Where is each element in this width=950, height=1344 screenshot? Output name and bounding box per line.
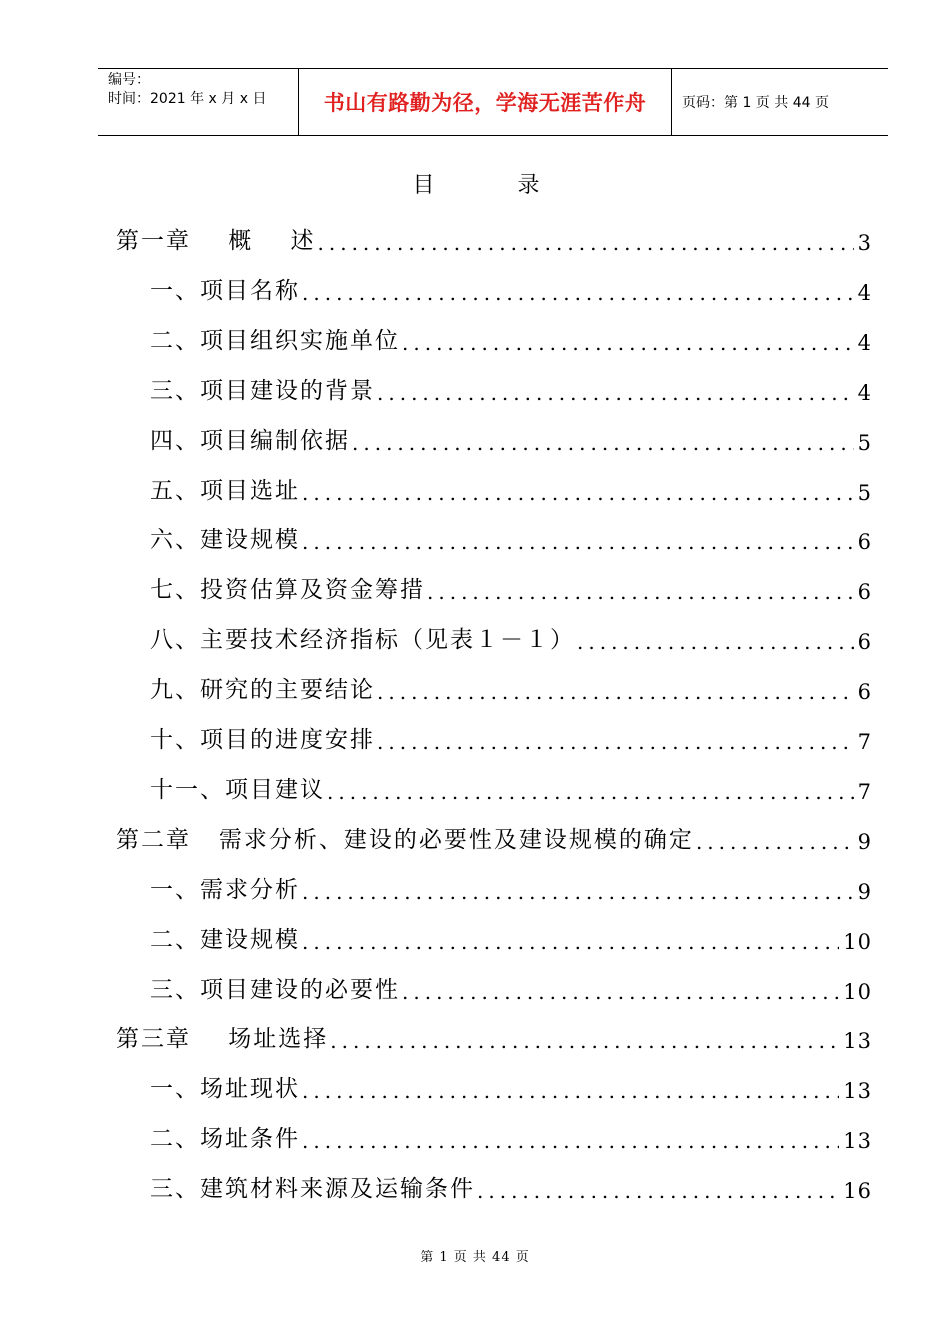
toc-dot-leader	[302, 1129, 839, 1153]
toc-dot-leader	[327, 780, 854, 804]
toc-entry-label: 九、研究的主要结论	[150, 677, 375, 704]
toc-dot-leader	[577, 630, 854, 654]
toc-entry-label: 八、主要技术经济指标（见表１－１）	[150, 627, 575, 654]
toc-dot-leader	[377, 381, 854, 405]
toc-entry-label: 六、建设规模	[150, 527, 300, 554]
toc-section-entry[interactable]	[150, 614, 872, 654]
header-motto: 书山有路勤为径，学海无涯苦作舟	[299, 69, 672, 135]
toc-entry-page-number: 6	[857, 530, 872, 555]
toc-section-entry[interactable]	[150, 664, 872, 704]
toc-entry-page-number: 13	[843, 1129, 872, 1154]
toc-dot-leader	[302, 281, 854, 305]
header-meta	[98, 69, 299, 135]
toc-entry-label: 二、项目组织实施单位	[150, 327, 400, 354]
toc-section-entry[interactable]	[150, 265, 872, 305]
toc-section-entry[interactable]	[150, 1063, 872, 1103]
toc-dot-leader	[302, 530, 854, 554]
toc-entry-page-number: 4	[857, 380, 872, 405]
toc-entry-label: 七、投资估算及资金筹措	[150, 577, 425, 604]
toc-entry-page-number: 16	[843, 1179, 872, 1204]
toc-entry-page-number: 5	[857, 430, 872, 455]
toc-section-entry[interactable]	[150, 465, 872, 505]
toc-section-entry[interactable]	[150, 415, 872, 455]
toc-section-entry[interactable]	[150, 315, 872, 355]
toc-entry-page-number: 9	[857, 829, 872, 854]
toc-section-entry[interactable]	[150, 914, 872, 954]
toc-dot-leader	[330, 1029, 839, 1053]
toc-dot-leader	[477, 1179, 839, 1203]
toc-entry-label: 二、建设规模	[150, 926, 300, 953]
toc-section-entry[interactable]	[150, 564, 872, 604]
toc-entry-page-number: 13	[843, 1029, 872, 1054]
toc-dot-leader	[302, 930, 839, 954]
page-footer: 第 1 页 共 44 页	[420, 1250, 530, 1265]
toc-dot-leader	[696, 830, 854, 854]
toc-dot-leader	[302, 481, 854, 505]
toc-entry-label: 一、项目名称	[150, 277, 300, 304]
toc-entry-page-number: 3	[857, 231, 872, 255]
toc-section-entry[interactable]	[150, 864, 872, 904]
toc-entry-label: 第二章 需求分析、建设的必要性及建设规模的确定	[116, 826, 694, 853]
header-page-info: 页码：第 1 页 共 44 页	[682, 95, 829, 111]
toc-dot-leader	[302, 880, 854, 904]
toc-entry-label: 第一章 概 述	[116, 228, 316, 254]
toc-dot-leader	[427, 580, 854, 604]
toc-dot-leader	[377, 680, 854, 704]
toc-entry-label: 一、场址现状	[150, 1076, 300, 1103]
toc-dot-leader	[402, 331, 854, 355]
toc-dot-leader	[352, 431, 854, 455]
toc-entry-page-number: 6	[857, 630, 872, 655]
document-date: 时间：2021 年 x 月 x 日	[108, 91, 267, 107]
toc-entry-label: 三、建筑材料来源及运输条件	[150, 1176, 475, 1203]
toc-entry-label: 三、项目建设的背景	[150, 377, 375, 404]
toc-entry-label: 三、项目建设的必要性	[150, 976, 400, 1003]
toc-entry-page-number: 7	[857, 730, 872, 754]
toc-entry-label: 五、项目选址	[150, 477, 300, 504]
toc-entry-page-number: 9	[857, 879, 872, 904]
toc-dot-leader	[302, 1079, 839, 1103]
toc-dot-leader	[377, 730, 854, 754]
toc-entry-page-number: 13	[843, 1079, 872, 1104]
toc-entry-label: 十一、项目建议	[150, 776, 325, 803]
toc-title: 目 录	[412, 173, 578, 198]
toc-entry-page-number: 4	[857, 280, 872, 305]
toc-chapter-entry[interactable]	[116, 814, 872, 854]
toc-section-entry[interactable]	[150, 964, 872, 1004]
toc-section-entry[interactable]	[150, 764, 872, 804]
toc-chapter-entry[interactable]	[116, 1013, 872, 1053]
toc-section-entry[interactable]	[150, 514, 872, 554]
toc-entry-label: 一、需求分析	[150, 876, 300, 903]
toc-section-entry[interactable]	[150, 365, 872, 405]
toc-dot-leader	[402, 980, 839, 1004]
toc-entry-page-number: 10	[843, 979, 872, 1004]
toc-section-entry[interactable]	[150, 1163, 872, 1203]
toc-entry-label: 二、场址条件	[150, 1126, 300, 1153]
toc-section-entry[interactable]	[150, 714, 872, 754]
page-header	[98, 68, 888, 136]
toc-entry-page-number: 5	[857, 480, 872, 505]
toc-entry-page-number: 6	[857, 580, 872, 605]
toc-entry-page-number: 10	[843, 929, 872, 954]
toc-section-entry[interactable]	[150, 1113, 872, 1153]
document-code-label: 编号：	[108, 72, 150, 88]
toc-entry-label: 第三章 场址选择	[116, 1026, 329, 1053]
toc-entry-page-number: 4	[857, 330, 872, 355]
toc-entry-page-number: 7	[857, 779, 872, 804]
toc-dot-leader	[318, 231, 854, 255]
toc-entry-page-number: 6	[857, 680, 872, 705]
toc-entry-label: 十、项目的进度安排	[150, 727, 375, 753]
toc-entry-label: 四、项目编制依据	[150, 427, 350, 454]
toc-chapter-entry[interactable]	[116, 215, 872, 255]
